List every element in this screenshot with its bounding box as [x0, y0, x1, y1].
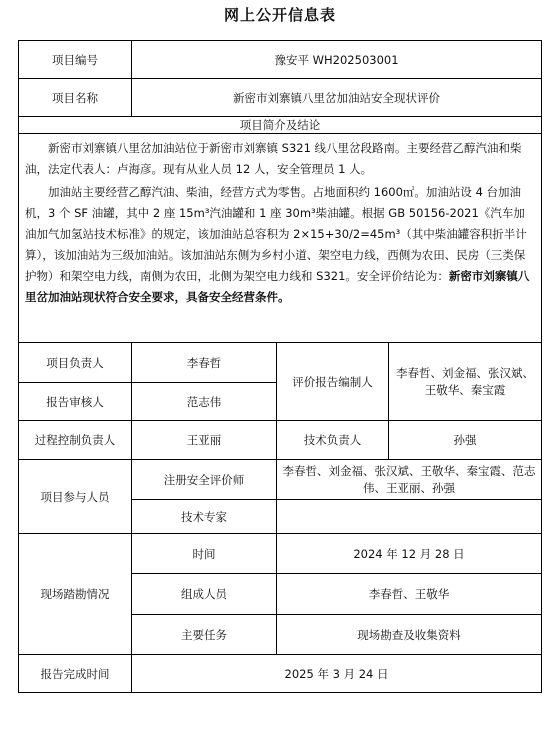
leader-value: 李春哲 [132, 343, 277, 383]
survey-time-value: 2024 年 12 月 28 日 [277, 534, 542, 574]
project-name-label: 项目名称 [19, 79, 132, 117]
completion-label: 报告完成时间 [19, 655, 132, 693]
summary-paragraph-1: 新密市刘寨镇八里岔加油站位于新密市刘寨镇 S321 线八里岔段路南。主要经营乙醇汽油和柴油，法定代表人：卢海彦。现有从业人员 12 人，安全管理员 1 人。 [25, 141, 522, 176]
evaluator-value: 李春哲、刘金福、张汉斌、王敬华、秦宝霞、范志伟、王亚丽、孙强 [277, 460, 542, 500]
project-no-value: 豫安平 WH202503001 [132, 41, 542, 79]
row-summary-head [19, 117, 542, 134]
evaluator-label: 注册安全评价师 [132, 460, 277, 500]
summary-paragraph-2-body: 加油站主要经营乙醇汽油、柴油，经营方式为零售。占地面积约 1600㎡。加油站设 4 台加油机，3 个 SF 油罐，其中 2 座 15m³汽油罐和 1 座 30m³柴油罐。根据 GB 50156-2021《汽车加油加气加氢站技术标准》的规定，该加油站总容积为 2×15+30/2=45m³（其中柴油罐容积折半计算），该加油站为三级加油站。该加油站东侧为乡村小道、架空电力线，西侧为农田、民房（三类保护物）和架空电力线，南侧为农田，北侧为架空电力线和 S321。安全评价结论为： [25, 185, 527, 283]
project-no-label: 项目编号 [19, 41, 132, 79]
reviewer-value: 范志伟 [132, 383, 277, 421]
project-name-value: 新密市刘寨镇八里岔加油站安全现状评价 [132, 79, 542, 117]
survey-members-label: 组成人员 [132, 574, 277, 615]
row-project-no [19, 41, 542, 79]
row-process-control [19, 421, 542, 460]
process-control-value: 王亚丽 [132, 421, 277, 460]
page-title: 网上公开信息表 [223, 6, 336, 24]
row-summary [19, 134, 542, 343]
row-leader [19, 343, 542, 383]
completion-value: 2025 年 3 月 24 日 [132, 655, 542, 693]
survey-time-label: 时间 [132, 534, 277, 574]
summary-conclusion: 新密市刘寨镇八里岔加油站现状符合安全要求，具备安全经营条件。 [25, 269, 530, 304]
expert-value [277, 500, 542, 534]
summary-heading: 项目简介及结论 [19, 117, 542, 134]
leader-label: 项目负责人 [19, 343, 132, 383]
tech-lead-label: 技术负责人 [277, 421, 389, 460]
row-project-name [19, 79, 542, 117]
survey-task-value: 现场勘查及收集资料 [277, 615, 542, 655]
survey-task-label: 主要任务 [132, 615, 277, 655]
row-survey-time [19, 534, 542, 574]
row-evaluators [19, 460, 542, 500]
summary-paragraph-2 [25, 182, 535, 308]
reviewer-label: 报告审核人 [19, 383, 132, 421]
process-control-label: 过程控制负责人 [19, 421, 132, 460]
report-writers-value: 李春哲、刘金福、张汉斌、王敬华、秦宝霞 [389, 343, 542, 421]
summary-text [19, 134, 542, 343]
expert-label: 技术专家 [132, 500, 277, 534]
row-completion [19, 655, 542, 693]
tech-lead-value: 孙强 [389, 421, 542, 460]
survey-label: 现场踏勘情况 [19, 534, 132, 655]
info-table [18, 40, 542, 693]
participants-label: 项目参与人员 [19, 460, 132, 534]
report-writers-label: 评价报告编制人 [277, 343, 389, 421]
survey-members-value: 李春哲、王敬华 [277, 574, 542, 615]
